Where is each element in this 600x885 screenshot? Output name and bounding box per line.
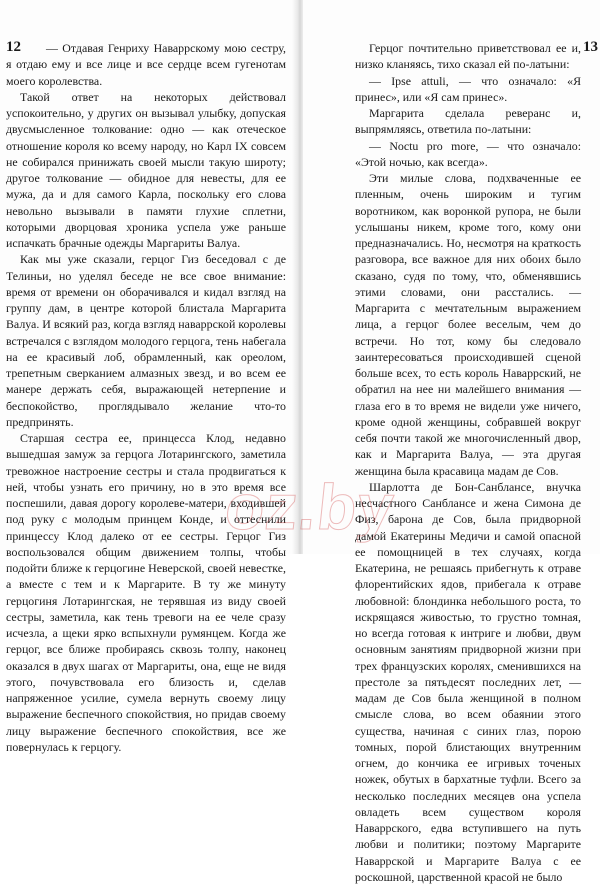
- paragraph: — Ipse attuli, — что означало: «Я принес», или «Я сам принес».: [355, 73, 581, 104]
- paragraph: Герцог почтительно приветствовал ее и, низко кланяясь, тихо сказал ей по-латыни:: [355, 41, 581, 72]
- paragraph: Эти милые слова, подхваченные ее пленным, очень широким и тугим воротником, как воронкой рупора, не были услышаны никем, кроме того, кому они предназначались. Но, несмотря на краткость разговора, все важное для них обоих было сказано, судя по тому, что, обменявшись этими словами, они расстались. — Маргарита с мечтательным выражением лица, а герцог более веселым, чем до встречи. Но тот, кому бы следовало заинтересоваться происходившей сценой больше всех, то есть король Наваррский, не обратил на нее ни малейшего внимания — глаза его в то время не видели уже ничего, кроме одной женщины, собравшей вокруг себя почти такой же многочисленный двор, как и Маргарита Валуа, — эта другая женщина была красавица мадам де Сов.: [355, 171, 581, 478]
- paragraph: — Noctu pro more, — что означало: «Этой ночью, как всегда».: [355, 138, 581, 169]
- page-number-right: 13: [583, 39, 598, 55]
- paragraph: Шарлотта де Бон-Санблансе, внучка несчастного Санблансе и жена Симона де Физ, барона де Сов, была придворной дамой Екатерины Медичи и самой опасной ее помощницей в тех случаях, когда Екатерина, не решаясь прибегнуть к отраве флорентийских ядов, прибегала к отраве любовной: блондинка небольшого роста, то искрящаяся живостью, то грустно томная, но всегда готовая к интриге и любви, двум основным занятиям придворной жизни при трех французских королях, сменившихся на престоле за пятьдесят последних лет, — мадам де Сов была женщиной в полном смысле слова, во всем обаянии этого существа, начиная с синих глаз, порою томных, порой блистающих внутренним огнем, до кончика ее игривых точеных ножек, обутых в бархатные туфли. Всего за несколько последних месяцев она успела овладеть всем существом короля Наваррского, едва вступившего на путь любви и политики; поэтому Маргарите Наваррской и Маргарите Валуа с ее роскошной, царственной красой не было: [355, 479, 581, 884]
- paragraph: Как мы уже сказали, герцог Гиз беседовал с де Телиньи, но уделял беседе не все свое внимание: время от времени он оборачивался и кидал взгляд на группу дам, в центре которой блистала Маргарита Валуа. И всякий раз, когда взгляд наваррской королевы встречался с взглядом молодого герцога, тень набегала на ее красивый лоб, обрамленный, как ореолом, трепетным сверканием алмазных звезд, и во всем ее манере держать себя, выражающей нетерпение и беспокойство, проглядывало желание что-то предпринять.: [6, 252, 286, 429]
- page-number-left: 12: [6, 39, 21, 55]
- paragraph: Старшая сестра ее, принцесса Клод, недавно вышедшая замуж за герцога Лотарингского, заметила тревожное настроение сестры и стала продвигаться к ней, чтобы узнать его причину, но в это время все поспешили, давая дорогу королеве-матери, входившей под руку с молодым принцем Конде, и оттеснили принцессу Клод далеко от ее сестры. Герцог Гиз воспользовался общим движением толпы, чтобы подойти ближе к герцогине Неверской, своей невестке, а вместе с тем и к Маргарите. В ту же минуту герцогиня Лотарингская, не терявшая из виду своей сестры, заметила, как тень тревоги на ее челе сразу исчезла, а щеки ярко вспыхнули румянцем. Когда же герцог, все ближе пробираясь сквозь толпу, наконец оказался в двух шагах от Маргариты, она, еще не видя этого, почувствовала его близость и, сделав напряженное усилие, сумела вернуть своему лицу выражение беспечного спокойствия, но придав своему лицу выражение беспечного спокойствия, все же повернулась к герцогу.: [6, 431, 286, 754]
- paragraph: — Отдавая Генриху Наваррскому мою сестру, я отдаю ему и все лице и все сердце всем гугенотам моего королевства.: [6, 41, 286, 88]
- paragraph: Такой ответ на некоторых действовал успокоительно, у других он вызывал улыбку, допуская двусмысленное толкование: одно — как отеческое отношение короля ко всему народу, но Карл IX совсем не собирался принижать своей мысли такую широту; другое толкование — обидное для невесты, для ее мужа, да и для самого Карла, поскольку его слова невольно вызывали в памяти глухие сплетни, которыми дворцовая хроника успела уже раньше испачкать брачные одежды Маргариты Валуа.: [6, 89, 286, 250]
- right-page-text: [355, 40, 581, 885]
- left-page: [0, 0, 297, 754]
- right-page: [303, 0, 600, 884]
- left-page-text: [6, 40, 286, 755]
- paragraph: Маргарита сделала реверанс и, выпрямляясь, ответила по-латыни:: [355, 106, 581, 137]
